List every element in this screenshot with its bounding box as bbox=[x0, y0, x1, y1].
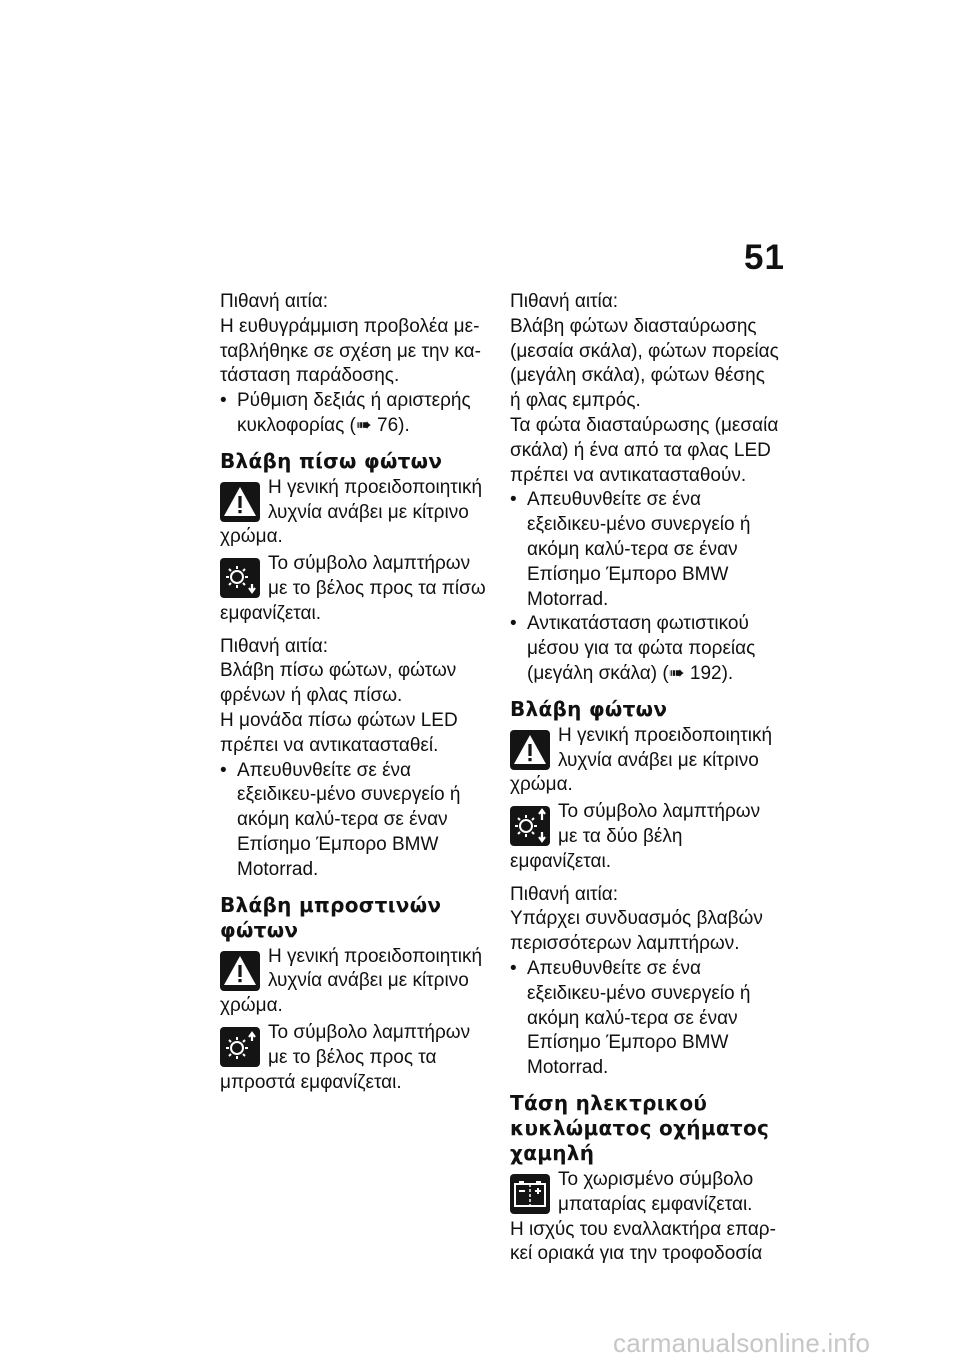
cause-label: Πιθανή αιτία: bbox=[510, 883, 619, 905]
bullet-item: • Απευθυνθείτε σε ένα εξειδικευ-μένο συνεργείο ή ακόμη καλύ-τερα σε έναν Επίσημο Έμπορο BMW Motorrad. bbox=[510, 957, 780, 1081]
warning-triangle-icon bbox=[510, 730, 550, 770]
warning-text: Η γενική προειδοποιητική λυχνία ανάβει με κίτρινο χρώμα. bbox=[510, 724, 773, 796]
symbol-row bbox=[220, 552, 490, 626]
section-heading-rear-lights: Βλάβη πίσω φώτων bbox=[220, 448, 443, 473]
arrow-ref-icon: ➠ bbox=[355, 414, 378, 436]
left-column bbox=[220, 290, 490, 1095]
bullet-item: • Αντικατάσταση φωτιστικού μέσου για τα φώτα πορείας (μεγάλη σκάλα) (➠ 192). bbox=[510, 612, 780, 686]
section-heading-lights-failure: Βλάβη φώτων bbox=[510, 696, 668, 721]
bullet-item: • Απευθυνθείτε σε ένα εξειδικευ-μένο συνεργείο ή ακόμη καλύ-τερα σε έναν Επίσημο Έμπορο BMW Motorrad. bbox=[510, 488, 780, 612]
page-number: 51 bbox=[744, 238, 785, 277]
page-reference[interactable]: 76). bbox=[377, 414, 410, 436]
warning-text: Η γενική προειδοποιητική λυχνία ανάβει με κίτρινο χρώμα. bbox=[220, 476, 483, 548]
watermark: carmanualsonline.info bbox=[613, 1328, 871, 1358]
section-heading-front-lights: Βλάβη μπροστινών φώτων bbox=[220, 892, 442, 942]
warning-row bbox=[510, 724, 780, 798]
cause-text: Υπάρχει συνδυασμός βλαβών περισσότερων λαμπτήρων. bbox=[510, 908, 763, 955]
warning-text: Η γενική προειδοποιητική λυχνία ανάβει με κίτρινο χρώμα. bbox=[220, 945, 483, 1017]
symbol-row bbox=[510, 1168, 780, 1218]
warning-row bbox=[220, 476, 490, 550]
symbol-text: Το χωρισμένο σύμβολο μπαταρίας εμφανίζεται. bbox=[558, 1168, 754, 1215]
warning-triangle-icon bbox=[220, 951, 260, 991]
symbol-text: Το σύμβολο λαμπτήρων με το βέλος προς τα μπροστά εμφανίζεται. bbox=[220, 1021, 471, 1093]
lamp-rear-arrow-icon bbox=[220, 558, 260, 598]
cause-text: Τα φώτα διασταύρωσης (μεσαία σκάλα) ή ένα από τα φλας LED πρέπει να αντικατασταθούν. bbox=[510, 414, 779, 486]
page-reference[interactable]: 192). bbox=[689, 662, 734, 684]
cause-label: Πιθανή αιτία: bbox=[510, 291, 619, 312]
cause-text: Η ευθυγράμμιση προβολέα με-ταβλήθηκε σε σχέση με την κα-τάσταση παράδοσης. bbox=[220, 315, 481, 387]
battery-icon bbox=[510, 1174, 550, 1214]
symbol-text: Το σύμβολο λαμπτήρων με τα δύο βέλη εμφανίζεται. bbox=[510, 801, 761, 872]
cause-text: Βλάβη φώτων διασταύρωσης (μεσαία σκάλα), φώτων πορείας (μεγάλη σκάλα), φώτων θέσης ή φλας εμπρός. bbox=[510, 315, 779, 412]
cause-label: Πιθανή αιτία: bbox=[220, 635, 329, 657]
warning-row bbox=[220, 945, 490, 1019]
arrow-ref-icon: ➠ bbox=[668, 662, 690, 684]
symbol-row bbox=[220, 1021, 490, 1095]
section-heading-low-voltage: Τάση ηλεκτρικού κυκλώματος οχήματος χαμηλή bbox=[510, 1090, 770, 1165]
symbol-row bbox=[510, 800, 780, 874]
bullet-item: • Απευθυνθείτε σε ένα εξειδικευ-μένο συνεργείο ή ακόμη καλύ-τερα σε έναν Επίσημο Έμπορο BMW Motorrad. bbox=[220, 759, 490, 883]
cause-text: Βλάβη πίσω φώτων, φώτων φρένων ή φλας πίσω. bbox=[220, 660, 457, 707]
warning-triangle-icon bbox=[220, 482, 260, 522]
lamp-two-arrows-icon bbox=[510, 806, 550, 846]
cause-text: Η ισχύς του εναλλακτήρα επαρ-κεί οριακά για την τροφοδοσία bbox=[510, 1218, 776, 1265]
cause-label: Πιθανή αιτία: bbox=[220, 291, 329, 312]
lamp-front-arrow-icon bbox=[220, 1027, 260, 1067]
cause-text: Η μονάδα πίσω φώτων LED πρέπει να αντικατασταθεί. bbox=[220, 709, 458, 756]
right-column bbox=[510, 290, 780, 1267]
bullet-item: • Ρύθμιση δεξιάς ή αριστερής κυκλοφορίας (➠ 76). bbox=[220, 389, 490, 439]
symbol-text: Το σύμβολο λαμπτήρων με το βέλος προς τα πίσω εμφανίζεται. bbox=[220, 553, 486, 624]
